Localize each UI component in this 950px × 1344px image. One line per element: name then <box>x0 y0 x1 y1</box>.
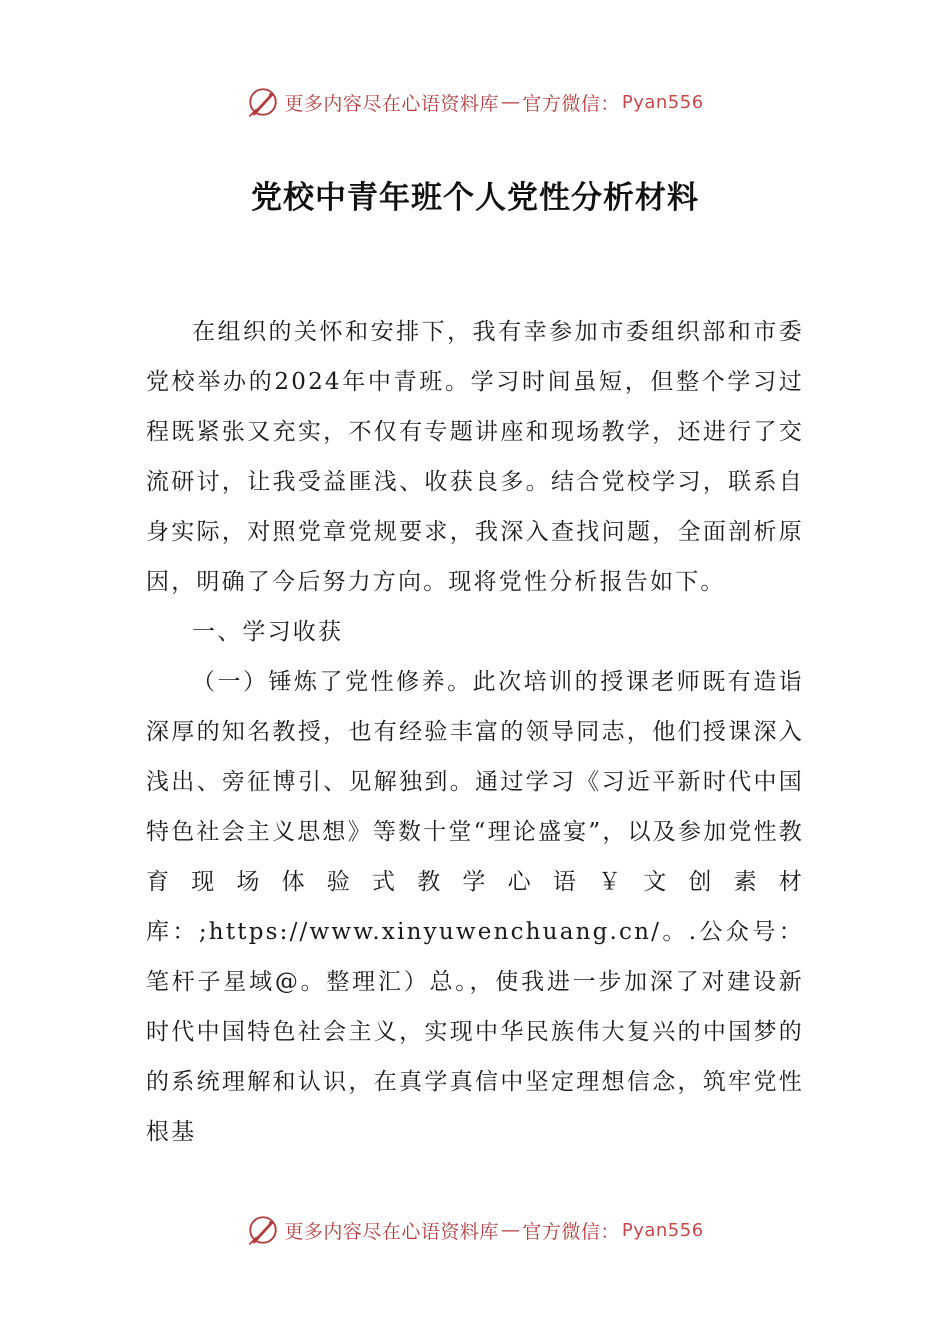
quill-logo-icon <box>246 1213 280 1247</box>
section-heading: 一、学习收获 <box>192 619 344 645</box>
watermark-banner-top <box>0 80 950 124</box>
watermark-wechat-id: Pyan556 <box>621 1219 704 1241</box>
paragraph-intro: 在组织的关怀和安排下，我有幸参加市委组织部和市委党校举办的2024年中青班。学习时间虽短，但整个学习过程既紧张又充实，不仅有专题讲座和现场教学，还进行了交流研讨，让我受益匪浅、收获良多。结合党校学习，联系自身实际，对照党章党规要求，我深入查找问题，全面剖析原因，明确了今后努力方向。现将党性分析报告如下。 <box>146 319 804 595</box>
quill-logo-icon <box>246 85 280 119</box>
watermark-text: 更多内容尽在心语资料库 <box>284 1220 499 1243</box>
watermark-separator: — <box>500 1219 521 1241</box>
watermark-text: 更多内容尽在心语资料库 <box>284 92 499 115</box>
watermark-wechat-label: 官方微信： <box>522 1220 620 1243</box>
paragraph-subsection: （一）锤炼了党性修养。此次培训的授课老师既有造诣深厚的知名教授，也有经验丰富的领导同志，他们授课深入浅出、旁征博引、见解独到。通过学习《习近平新时代中国特色社会主义思想》等数十堂“理论盛宴”，以及参加党性教育现场体验式教学心语￥文创素材库：;https://www.xinyuwenchuang.cn/。.公众号：笔杆子星域@。整理汇）总。，使我进一步加深了对建设新时代中国特色社会主义，实现中华民族伟大复兴的中国梦的的系统理解和认识，在真学真信中坚定理想信念，筑牢党性根基 <box>146 669 804 1145</box>
watermark-banner-bottom <box>0 1208 950 1252</box>
document-body <box>146 307 804 1157</box>
document-title: 党校中青年班个人党性分析材料 <box>251 180 699 216</box>
watermark-separator: — <box>500 91 521 113</box>
watermark-wechat-label: 官方微信： <box>522 92 620 115</box>
watermark-wechat-id: Pyan556 <box>621 91 704 113</box>
